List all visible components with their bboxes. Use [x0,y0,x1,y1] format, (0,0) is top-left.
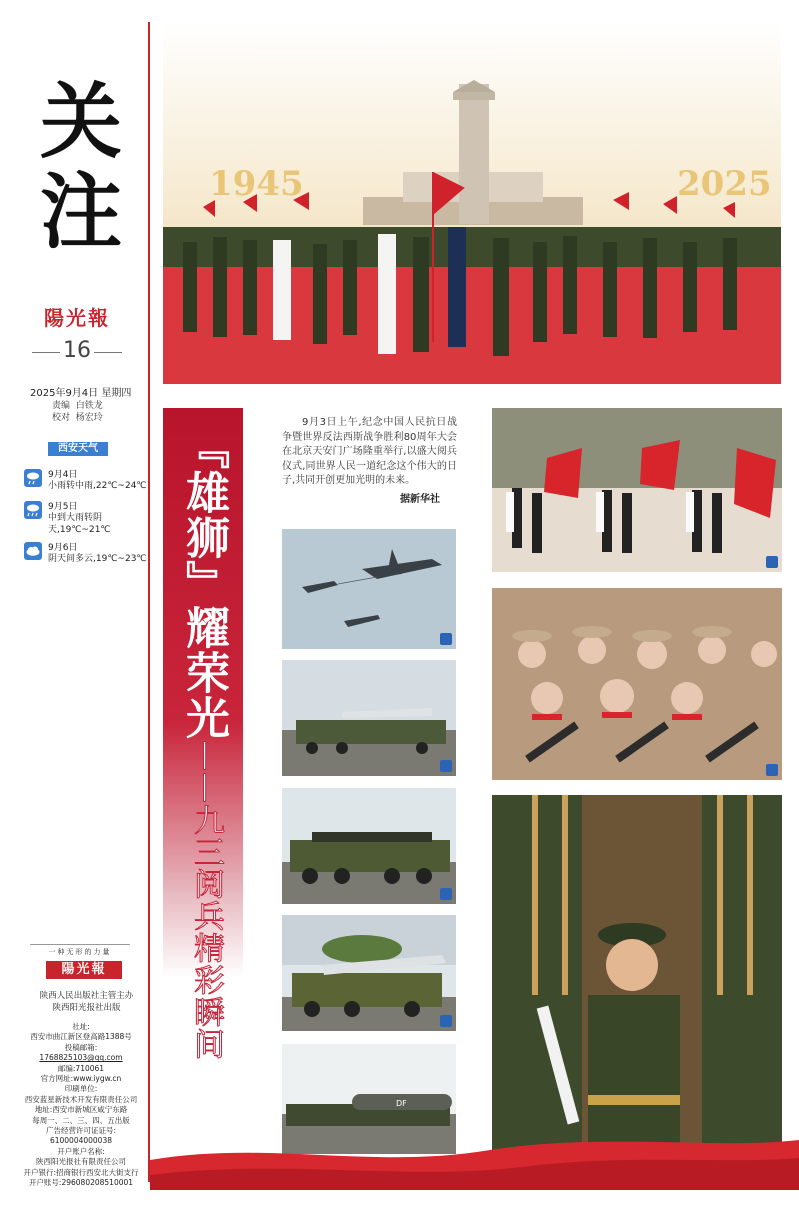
dateline: 2025年9月4日 星期四 [30,388,132,399]
credit-editor: 责编 白铁龙 [52,401,103,411]
article-body: 9月3日上午,纪念中国人民抗日战争暨世界反法西斯战争胜利80周年大会在北京天安门广场隆重举行,以盛大阅兵仪式,同世界人民一道纪念这个伟大的日子,共同开创更加光明的未来。 [282,417,457,486]
watermark-icon [440,633,452,645]
weather-title: 西安天气 [48,442,108,456]
watermark-icon [766,764,778,776]
divider [94,352,122,353]
cloud-icon [24,542,42,560]
hero-year-right: 2025 [677,164,772,204]
weather-day: 9月4日 小雨转中雨,22℃~24℃ [24,467,149,511]
footer-slogan: 一种无形的力量 [30,944,130,957]
watermark-icon [766,556,778,568]
photo-aerial-refueling [282,529,456,649]
photo-female-soldiers [492,588,782,780]
svg-text:DF: DF [396,1099,407,1108]
heavy-rain-icon [24,501,42,519]
watermark-icon [440,888,452,900]
hero-photo-parade [163,22,781,384]
watermark-icon [440,1015,452,1027]
photo-missile-launcher [282,915,456,1031]
hero-year-left: 1945 [209,164,304,204]
watermark-icon [440,760,452,772]
photo-honor-guard [492,795,782,1151]
sidebar [0,0,150,1205]
page-number: 16 [63,338,91,363]
photo-missile-vehicle [282,788,456,904]
section-title: 关 注 [40,75,125,260]
publisher-line: 陕西人民出版社主管主办 [39,991,134,1001]
publication-info: 社址: 西安市曲江新区登高路1388号 投稿邮箱: 1768825103@qq.com 邮编:710061 官方网址:www.iygw.cn 印刷单位: 西安蓝星新技术开发有限责任公司 地址:西安市新城区咸宁东路 每周一、二、三、四、五出版 广告经营许可证证号: 6100004000038 开户账户名称: 陕西阳光报社有限责任公司 开户银行:招商银行西安北大街支行 开户账号:296080208510001 [23,1022,139,1188]
headline-sub: ——九三阅兵精彩瞬间 [188,740,224,1060]
weather-day: 9月5日 中到大雨转阴天,19℃~21℃ [24,499,149,543]
photo-drone-vehicle [282,660,456,776]
divider [32,352,60,353]
decorative-ribbon [150,1120,799,1190]
sidebar-divider [148,22,150,1182]
publisher-line: 陕西阳光报社出版 [52,1003,121,1013]
rain-icon [24,469,42,487]
newspaper-logo: 陽光報 [44,306,110,330]
weather-day: 9月6日 阴天间多云,19℃~23℃ [24,540,149,584]
headline-main: 『雄狮』耀荣光 [178,425,229,740]
page-number-block [32,338,122,366]
footer-logo: 陽光報 [46,961,122,979]
credit-proofreader: 校对 杨宏玲 [52,413,103,423]
photo-flag-guard [492,408,782,572]
article-byline: 据新华社 [400,494,440,505]
